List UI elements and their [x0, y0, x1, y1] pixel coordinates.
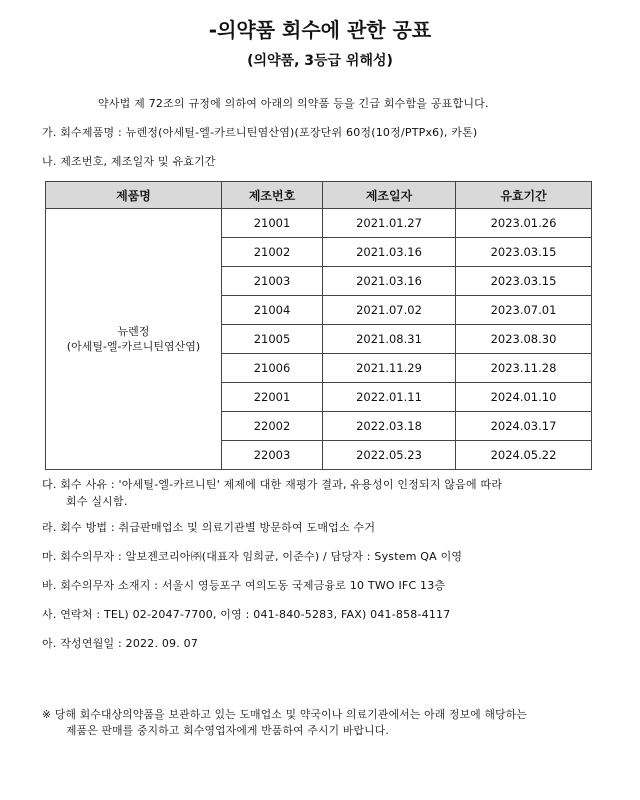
lot-number: 22002 [222, 412, 323, 441]
lot-number: 21006 [222, 354, 323, 383]
header-expiry: 유효기간 [456, 182, 592, 209]
notice-line-2: 제품은 판매를 중지하고 회수영업자에게 반품하여 주시기 바랍니다. [66, 724, 390, 737]
expiry-date: 2023.08.30 [456, 325, 592, 354]
expiry-date: 2024.05.22 [456, 441, 592, 470]
lot-number: 21001 [222, 209, 323, 238]
item-contact: 사. 연락처 : TEL) 02-2047-7700, 이영 : 041-840-5283, FAX) 041-858-4117 [42, 608, 451, 621]
item-recall-obligor: 마. 회수의무자 : 알보젠코리아㈜(대표자 임희균, 이준수) / 담당자 : System QA 이영 [42, 550, 463, 563]
header-product: 제품명 [46, 182, 222, 209]
intro-text: 약사법 제 72조의 규정에 의하여 아래의 의약품 등을 긴급 회수함을 공표합니다. [98, 97, 489, 110]
item-product-name: 가. 회수제품명 : 뉴렌정(아세틸-엘-카르니틴염산염)(포장단위 60정(10정/PTPx6), 카톤) [42, 126, 478, 139]
expiry-date: 2023.03.15 [456, 267, 592, 296]
page-subtitle: (의약품, 3등급 위해성) [247, 53, 393, 69]
mfg-date: 2021.01.27 [323, 209, 456, 238]
product-name: 뉴렌정 [117, 325, 150, 338]
item-recall-reason: 다. 회수 사유 : '아세틸-엘-카르니틴' 제제에 대한 재평가 결과, 유용성이 인정되지 않음에 따라 [42, 478, 503, 491]
lot-number: 21004 [222, 296, 323, 325]
mfg-date: 2022.03.18 [323, 412, 456, 441]
product-ingredient: (아세틸-엘-카르니틴염산염) [66, 340, 201, 353]
notice-line-1: ※ 당해 회수대상의약품을 보관하고 있는 도매업소 및 약국이나 의료기관에서는 아래 정보에 해당하는 [42, 708, 528, 721]
lot-number: 21003 [222, 267, 323, 296]
lot-number: 22001 [222, 383, 323, 412]
lot-number: 22003 [222, 441, 323, 470]
item-recall-reason-cont: 회수 실시함. [66, 495, 128, 508]
lot-number: 21005 [222, 325, 323, 354]
mfg-date: 2021.11.29 [323, 354, 456, 383]
expiry-date: 2023.03.15 [456, 238, 592, 267]
mfg-date: 2022.05.23 [323, 441, 456, 470]
item-lot-info: 나. 제조번호, 제조일자 및 유효기간 [42, 155, 216, 168]
item-recall-method: 라. 회수 방법 : 취급판매업소 및 의료기관별 방문하여 도매업소 수거 [42, 521, 376, 534]
expiry-date: 2024.01.10 [456, 383, 592, 412]
mfg-date: 2022.01.11 [323, 383, 456, 412]
expiry-date: 2023.01.26 [456, 209, 592, 238]
item-date-written: 아. 작성연월일 : 2022. 09. 07 [42, 637, 199, 650]
expiry-date: 2023.11.28 [456, 354, 592, 383]
header-mfg-date: 제조일자 [323, 182, 456, 209]
expiry-date: 2024.03.17 [456, 412, 592, 441]
expiry-date: 2023.07.01 [456, 296, 592, 325]
product-name-cell [46, 209, 222, 470]
mfg-date: 2021.08.31 [323, 325, 456, 354]
mfg-date: 2021.03.16 [323, 238, 456, 267]
page-title: -의약품 회수에 관한 공표 [208, 18, 432, 42]
mfg-date: 2021.07.02 [323, 296, 456, 325]
recall-lot-table [45, 181, 592, 470]
table-row [46, 209, 592, 238]
mfg-date: 2021.03.16 [323, 267, 456, 296]
lot-number: 21002 [222, 238, 323, 267]
item-obligor-address: 바. 회수의무자 소재지 : 서울시 영등포구 여의도동 국제금융로 10 TWO IFC 13층 [42, 579, 446, 592]
header-lot: 제조번호 [222, 182, 323, 209]
